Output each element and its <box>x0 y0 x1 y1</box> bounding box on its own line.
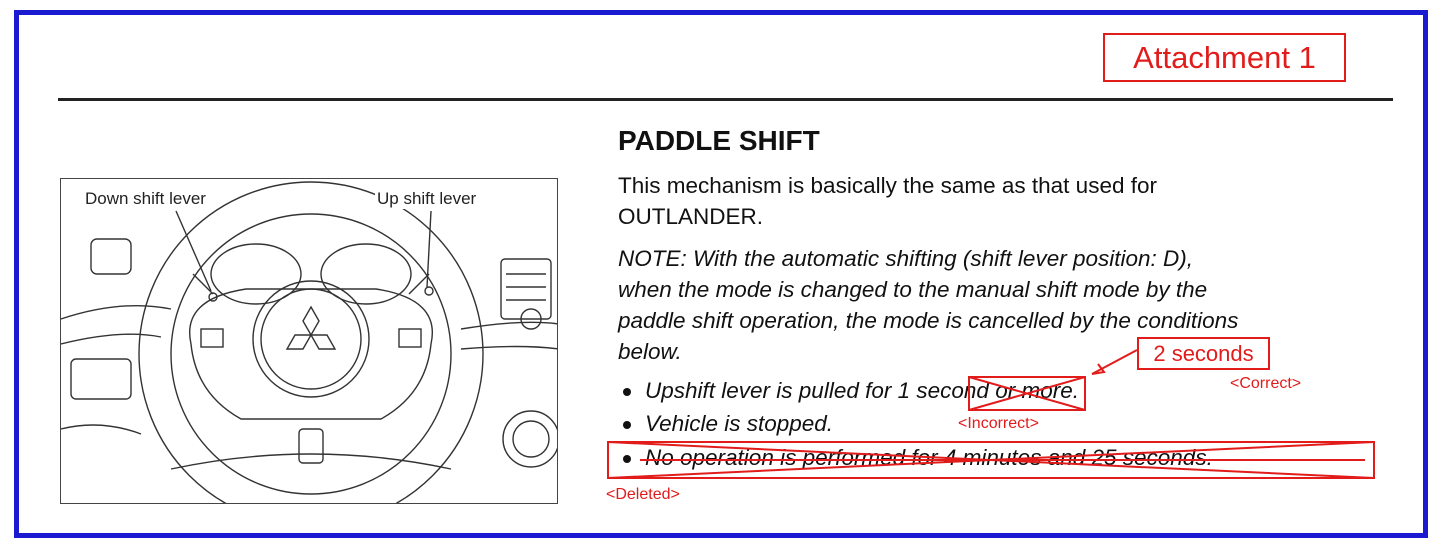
intro-line-2: OUTLANDER. <box>618 204 764 229</box>
down-shift-lever-label: Down shift lever <box>85 189 206 208</box>
note-line-1: NOTE: With the automatic shifting (shift lever position: D), <box>618 246 1194 271</box>
section-title: PADDLE SHIFT <box>618 125 820 156</box>
note-line-2: when the mode is changed to the manual shift mode by the <box>618 277 1208 302</box>
bullet-upshift-suffix: or more. <box>988 378 1079 403</box>
correction-box: 2 seconds <box>1137 337 1270 370</box>
intro-line-1: This mechanism is basically the same as that used for <box>618 173 1157 198</box>
up-shift-lever-label: Up shift lever <box>377 189 477 208</box>
struck-text: 1 second <box>897 378 989 403</box>
incorrect-tag: <Incorrect> <box>958 415 1039 432</box>
note-line-3: paddle shift operation, the mode is cancelled by the conditions <box>618 308 1239 333</box>
bullet-no-operation-text: No operation is performed for 4 minutes and 25 seconds. <box>645 445 1213 470</box>
bullet-vehicle-stopped-text: Vehicle is stopped. <box>645 411 834 436</box>
note-line-4: below. <box>618 339 682 364</box>
deleted-tag: <Deleted> <box>606 486 680 503</box>
attachment-label: Attachment 1 <box>1103 33 1346 82</box>
correct-tag: <Correct> <box>1230 375 1302 392</box>
correction-arrow-line <box>1092 350 1137 374</box>
bullet-upshift-prefix: Upshift lever is pulled for <box>645 378 898 403</box>
